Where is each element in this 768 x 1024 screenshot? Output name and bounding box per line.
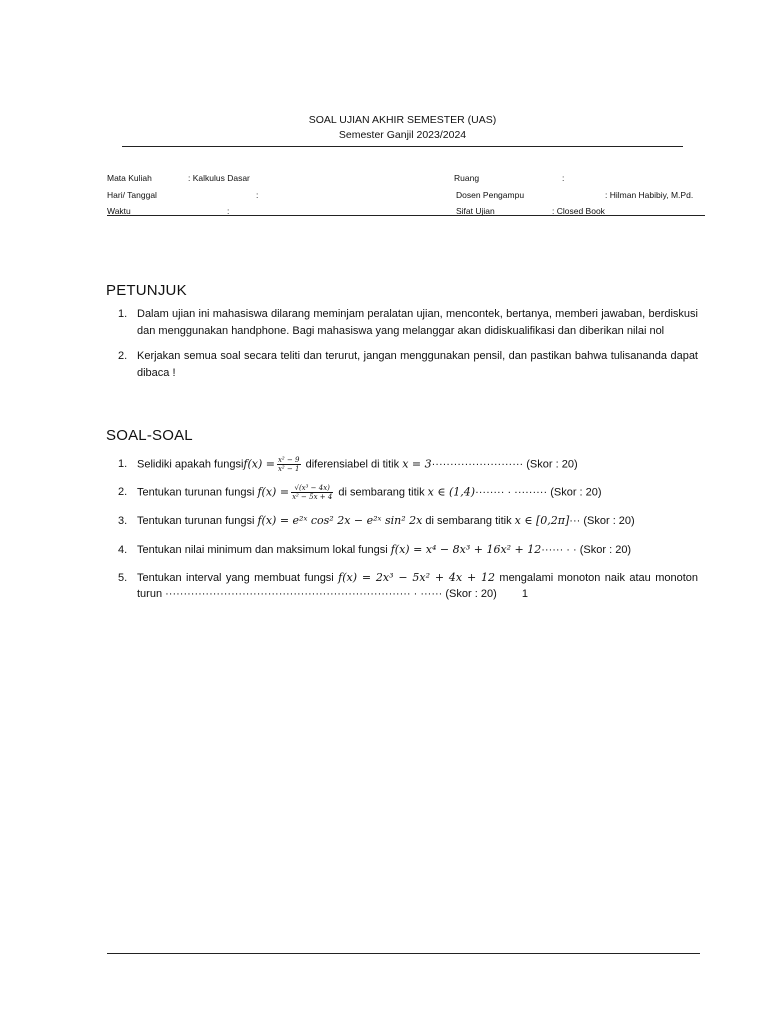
waktu-label: Waktu — [107, 206, 131, 216]
petunjuk-list — [118, 306, 698, 390]
score-label: (Skor : 20) — [526, 458, 578, 471]
function-expression: f(x) = — [243, 457, 275, 471]
soal-heading: SOAL-SOAL — [106, 427, 193, 444]
point-expression: x = 3 — [402, 457, 432, 471]
list-number: 1. — [118, 308, 128, 320]
point-expression: x ∈ [0,2π] — [514, 514, 570, 527]
info-row-1 — [107, 170, 705, 187]
list-item — [118, 348, 698, 382]
exam-header — [122, 113, 683, 143]
sifat-value: : Closed Book — [552, 206, 605, 216]
question-number: 2. — [118, 486, 128, 498]
hari-label: Hari/ Tanggal — [107, 189, 157, 200]
list-number: 2. — [118, 350, 128, 362]
question-text: Tentukan nilai minimum dan maksimum lokal fungsi — [137, 544, 388, 556]
function-expression: f(x) = — [257, 485, 290, 499]
list-text: Kerjakan semua soal secara teliti dan terurut, jangan menggunakan pensil, dan pastikan bahwa tulisananda dapat dibaca ! — [137, 350, 698, 379]
list-item — [118, 306, 698, 340]
info-divider — [107, 215, 705, 216]
header-divider — [122, 146, 683, 147]
mata-kuliah-value: : Kalkulus Dasar — [188, 173, 250, 183]
mata-kuliah-label: Mata Kuliah — [107, 173, 152, 183]
petunjuk-heading: PETUNJUK — [106, 282, 187, 299]
score-label: (Skor : 20) — [445, 588, 497, 600]
fraction — [291, 484, 333, 501]
score-label: (Skor : 20) — [583, 515, 635, 527]
question-2 — [118, 484, 698, 501]
page-number: 1 — [521, 588, 528, 600]
leader-dots: ··································································· · ······ — [165, 588, 443, 600]
dosen-value: : Hilman Habibiy, M.Pd. — [605, 189, 694, 200]
leader-dots: ························· — [431, 458, 524, 471]
function-expression: f(x) = 2x³ − 5x² + 4x + 12 — [338, 571, 495, 584]
dosen-label: Dosen Pengampu — [456, 189, 525, 200]
question-text-mid: di sembarang titik — [338, 486, 425, 499]
question-text: Tentukan turunan fungsi — [137, 486, 255, 499]
list-text: Dalam ujian ini mahasiswa dilarang meminjam peralatan ujian, mencontek, bertanya, memberi jawaban, berdiskusi dan menggunakan handphone. Bagi mahasiswa yang melanggar akan didiskualifikasi dan diberikan nilai nol — [137, 308, 698, 337]
fraction-numerator: x² − 9 — [277, 456, 300, 464]
exam-info-table — [107, 170, 705, 220]
question-number: 3. — [118, 515, 128, 527]
sifat-label: Sifat Ujian — [456, 206, 495, 216]
question-4 — [118, 542, 698, 558]
question-number: 5. — [118, 572, 128, 584]
fraction — [277, 456, 301, 473]
function-expression: f(x) = e²ˣ cos² 2x − e²ˣ sin² 2x — [257, 514, 423, 527]
question-3 — [118, 513, 698, 529]
leader-dots: ········ · ········· — [475, 486, 548, 499]
question-text: Tentukan turunan fungsi — [137, 515, 255, 527]
ruang-value: : — [562, 173, 565, 183]
question-text: Tentukan interval yang membuat fungsi — [137, 572, 334, 584]
info-row-2 — [107, 187, 705, 204]
fraction-denominator: x² − 5x + 4 — [292, 493, 333, 501]
leader-dots: ··· — [569, 515, 581, 527]
exam-title: SOAL UJIAN AKHIR SEMESTER (UAS) — [308, 114, 497, 126]
question-text-mid: mengalami monoton naik atau monoton turun — [137, 572, 698, 600]
question-number: 1. — [118, 458, 128, 470]
hari-value: : — [256, 189, 259, 200]
score-label: (Skor : 20) — [579, 544, 632, 556]
score-label: (Skor : 20) — [550, 486, 602, 499]
footer-divider — [107, 953, 700, 954]
question-text: Selidiki apakah fungsi — [137, 458, 244, 471]
question-1 — [118, 456, 698, 473]
question-text-mid: diferensiabel di titik — [305, 458, 400, 471]
fraction-denominator: x² − 1 — [277, 465, 300, 473]
info-row-3 — [107, 203, 705, 220]
waktu-value: : — [227, 206, 230, 216]
exam-semester: Semester Ganjil 2023/2024 — [338, 129, 467, 141]
question-text-mid: di sembarang titik — [425, 515, 512, 527]
ruang-label: Ruang — [454, 173, 480, 183]
function-expression: f(x) = x⁴ − 8x³ + 16x² + 12 — [390, 543, 542, 556]
question-number: 4. — [118, 544, 128, 556]
leader-dots: ······ · · — [541, 544, 577, 556]
point-expression: x ∈ (1,4) — [427, 485, 476, 499]
fraction-numerator: √(x³ − 4x) — [291, 484, 333, 493]
question-5 — [118, 570, 698, 602]
